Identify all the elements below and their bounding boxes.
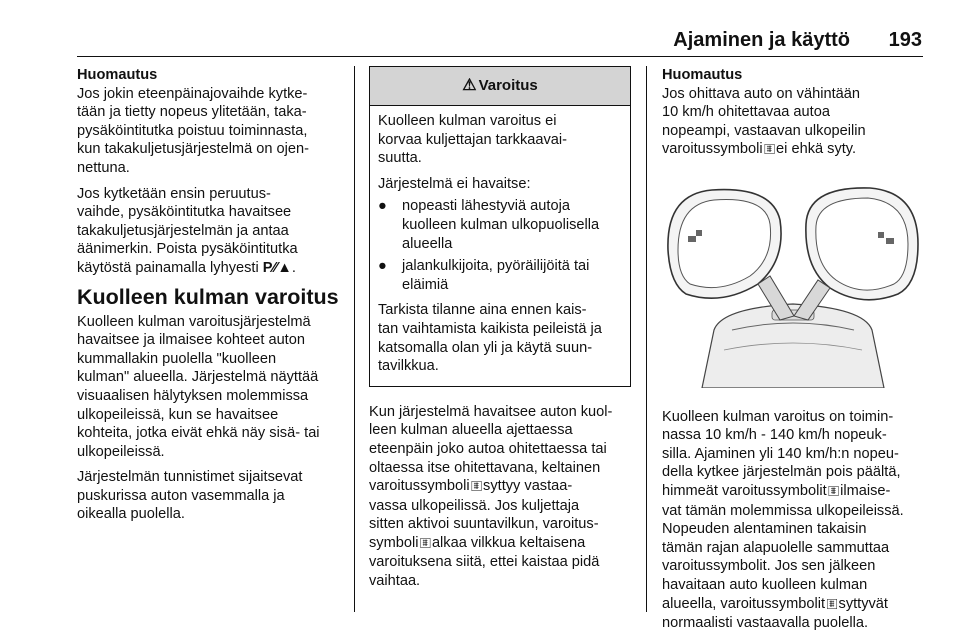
page-header (0, 0, 960, 56)
body-text-c: syttyvät normaalisti vastaavalla puolella. (662, 595, 888, 632)
note-paragraph (662, 85, 924, 160)
warning-body (370, 106, 630, 386)
body-paragraph-2: Järjestelmän tunnistimet sijaitsevat puskurissa auton vasemmalla ja oikealla puolella. (77, 469, 303, 523)
column-left (77, 66, 339, 524)
note-title: Huomautus (662, 67, 743, 83)
body-paragraph (369, 403, 631, 591)
warning-triangle-icon: ⚠ (462, 76, 477, 94)
blind-spot-symbol-icon: ⩩⃞ (766, 144, 772, 156)
column-divider-1 (354, 66, 355, 612)
blind-spot-symbol-icon: ⩩⃞ (422, 537, 428, 549)
body-text-c: alkaa vilkkua keltaisena varoituksena siitä, ettei kaistaa pidä vaihtaa. (369, 534, 600, 590)
warning-bullet-2 (378, 257, 622, 294)
body-paragraph (662, 408, 924, 633)
header-title: Ajaminen ja käyttö (673, 29, 850, 51)
blind-spot-symbol-icon: ⩩⃞ (829, 598, 835, 610)
blind-spot-symbol-icon: ⩩⃞ (830, 485, 837, 497)
body-paragraph-1: Kuolleen kulman varoitusjärjestelmä havaitsee ja ilmaisee kohteet auton kummallakin puolella "kuolleen kulman" alueella. Järjestelmä näyttää visuaalisen hälytyksen molemmissa ulkopeileissä, kun se havaitsee kohteita, jotka eivät ehkä näy sisä- tai ulkopeileissä. (77, 313, 320, 460)
note-paragraph-1: Jos jokin eteenpäinajovaihde kytke- tään ja tietty nopeus ylitetään, taka- pysäköintitutka poistuu toiminnasta, kun takakuljetusjärjestelmä on ojen- nettuna. (77, 85, 310, 176)
right-warning-icon (878, 232, 884, 238)
warning-header (370, 67, 630, 106)
column-right (662, 66, 924, 633)
warning-box (369, 66, 631, 387)
section-heading: Kuolleen kulman varoitus (77, 284, 339, 309)
note-paragraph-2 (77, 185, 339, 278)
mirrors-illustration (662, 180, 924, 388)
right-warning-icon (886, 238, 894, 244)
bullet-dot: ● (378, 258, 387, 275)
column-divider-2 (646, 66, 647, 612)
warning-paragraph-3: Tarkista tilanne aina ennen kais- tan vaihtamista kaikista peileistä ja katsomalla olan yli ja käytä suun- tavilkkua. (378, 302, 602, 375)
bullet-text: nopeasti lähestyviä autoja kuolleen kulman ulkopuolisella alueella (402, 198, 600, 252)
parking-assist-icon: P⁄⁄▲ (262, 259, 292, 276)
body-text-a: Kuolleen kulman varoitus on toimin- nassa 10 km/h - 140 km/h nopeuk- silla. Ajaminen yli 140 km/h:n nopeu- della kytkee järjestelmän pois päältä, himmeät varoitussymbolit (662, 408, 901, 499)
note-title: Huomautus (77, 67, 158, 83)
blind-spot-symbol-icon: ⩩⃞ (473, 481, 479, 493)
body-text-a: Kun järjestelmä havaitsee auton kuol- leen kulman alueella ajettaessa eteenpäin joko autoa ohitettaessa tai oltaessa itse ohitettavana, keltainen varoitussymboli (369, 403, 613, 495)
note-text-b: ei ehkä syty. (776, 141, 857, 158)
bullet-dot: ● (378, 198, 387, 215)
note-paragraph-2-text: Jos kytketään ensin peruutus- vaihde, pysäköintitutka havaitsee takakuljetusjärjestelmän ja antaa äänimerkin. Poista pysäköintitutka käytöstä painamalla lyhyesti (77, 185, 298, 276)
left-warning-icon (688, 236, 696, 242)
warning-paragraph-2: Järjestelmä ei havaitse: (378, 175, 531, 192)
bullet-text: jalankulkijoita, pyöräilijöitä tai eläimiä (402, 258, 590, 293)
header-rule (77, 56, 923, 57)
warning-title: Varoitus (478, 76, 538, 94)
warning-bullet-1 (378, 197, 622, 253)
page-number: 193 (888, 29, 922, 51)
body-text-b: ilmaise- vat tämän molemmissa ulkopeileissä. Nopeuden alentaminen takaisin tämän rajan alapuolelle sammuttaa varoitussymbolit. Jos sen jälkeen havaitaan auto kuolleen kulman alueella, varoitussymbolit (662, 482, 904, 612)
note-text-a: Jos ohittava auto on vähintään 10 km/h ohitettavaa autoa nopeampi, vastaavan ulkopeilin varoitussymboli (662, 85, 866, 158)
warning-paragraph-1: Kuolleen kulman varoitus ei korvaa kuljettajan tarkkaavai- suutta. (378, 113, 567, 167)
left-warning-icon (696, 230, 702, 236)
column-middle (369, 66, 631, 591)
note-paragraph-2-end: . (291, 259, 296, 276)
body-text-b: syttyy vastaa- vassa ulkopeilissä. Jos kuljettaja sitten aktivoi suuntavilkun, varoitus- symboli (369, 478, 599, 551)
